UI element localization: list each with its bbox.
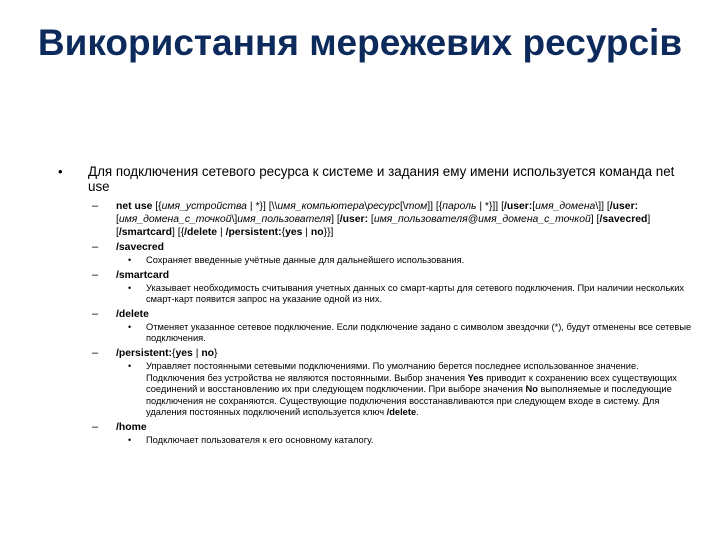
option-savecred (58, 241, 698, 254)
slide-title: Використання мережевих ресурсів (37, 22, 683, 63)
option-desc: • Сохраняет введенные учётные данные для дальнейшего использования. (128, 255, 465, 265)
option-home (58, 421, 698, 434)
option-desc: • Управляет постоянными сетевыми подключениями. По умолчанию берется последнее использованное значение. Подключения без устройства не являются постоянными. Выбор значения Yes приводит к сохранению всех существующих соединений и восстановлению их при следующем подключении. При выборе значения No выполняемые и последующие подключения не сохраняются. Существующие подключения восстанавливаются при следующем входе в систему. Для удаления постоянных подключений используется ключ /delete. (128, 360, 677, 418)
sub-bullet-marker: • (128, 360, 132, 371)
slide-content (58, 164, 698, 447)
bullet-marker: • (58, 164, 63, 179)
option-desc: • Подключает пользователя к его основному каталогу. (128, 434, 374, 445)
sub-bullet-marker: • (128, 434, 132, 445)
dash-marker: – (92, 420, 99, 433)
option-label: /delete (116, 308, 149, 320)
option-label: /home (116, 421, 147, 433)
syntax-text: net use [{имя_устройства | *}] [\\имя_компьютера\ресурс[\том]] [{пароль | *}]] [/user:[имя_домена\]] [/user:[имя_домена_с_точкой\]имя_пользователя] [/user: [имя_пользователя@имя_домена_с_точкой] [/savecred] [/smartcard] [{/delete | /persistent:{yes | no}}] (116, 201, 651, 238)
option-desc: • Указывает необходимость считывания учетных данных со смарт-карты для сетевого подключения. При наличии нескольких смарт-карт появится запрос на указание одной из них. (128, 282, 685, 305)
bullet-syntax (58, 200, 698, 239)
option-label: /smartcard (116, 269, 170, 281)
option-label: /persistent:{yes | no} (116, 347, 218, 359)
sub-bullet-marker: • (128, 282, 132, 293)
dash-marker: – (92, 241, 99, 253)
option-label: /savecred (116, 242, 164, 253)
sub-bullet-marker: • (128, 255, 132, 265)
sub-bullet-marker: • (128, 321, 132, 332)
dash-marker: – (92, 268, 99, 281)
option-smartcard (58, 269, 698, 282)
option-desc: • Отменяет указанное сетевое подключение. Если подключение задано с символом звездочки (*), будут отменены все сетевые подключения. (128, 321, 692, 344)
main-text: Для подключения сетевого ресурса к системе и задания ему имени используется команда net use (88, 164, 675, 194)
option-delete (58, 308, 698, 321)
option-persistent (58, 347, 698, 360)
bullet-main (58, 164, 698, 194)
dash-marker: – (92, 307, 99, 320)
dash-marker: – (92, 200, 99, 212)
dash-marker: – (92, 346, 99, 359)
